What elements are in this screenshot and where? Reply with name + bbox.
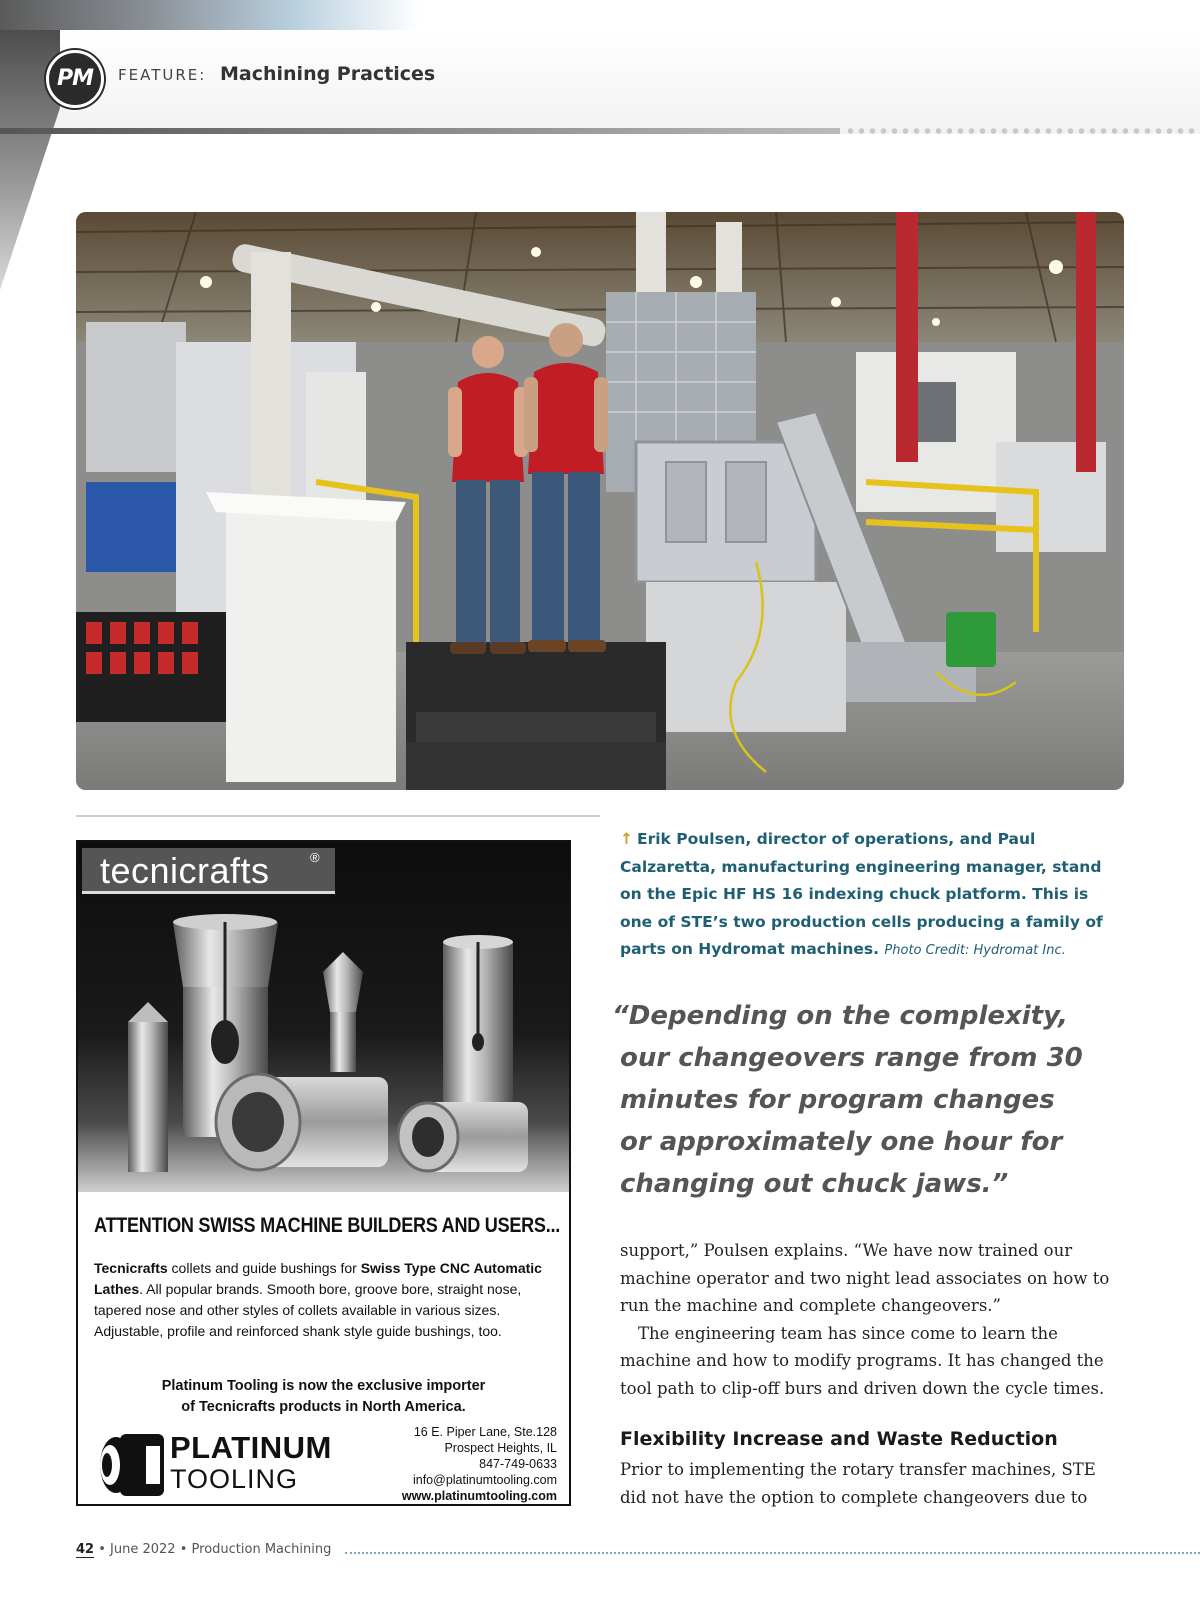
ad-importer-line-2: of Tecnicrafts products in North America. <box>181 1399 466 1415</box>
pull-quote-line: changing out chuck jaws.” <box>620 1169 1009 1199</box>
factory-photo-illustration <box>76 212 1124 790</box>
platinum-tooling-logo-icon <box>90 1432 166 1498</box>
feature-title: Machining Practices <box>220 63 436 85</box>
ad-address-city: Prospect Heights, IL <box>444 1441 557 1455</box>
pm-logo: PM <box>46 50 104 108</box>
pull-quote-line: our changeovers range from 30 <box>620 1043 1083 1073</box>
ad-registered-mark: ® <box>310 850 320 865</box>
tecnicrafts-advertisement[interactable] <box>76 840 571 1506</box>
photo-caption <box>620 826 1125 965</box>
ad-address-block <box>402 1424 557 1504</box>
ad-body-bold-lathes: Swiss Type CNC Automatic Lathes <box>94 1260 542 1297</box>
ad-logo-platinum: PLATINUM <box>170 1430 332 1465</box>
ad-body-text-2: . All popular brands. Smooth bore, groove bore, straight nose, tapered nose and other styles of collets available in various sizes. Adjustable, profile and reinforced shank style guide bushings, too. <box>94 1281 522 1339</box>
arrow-up-icon: ↑ <box>620 830 633 848</box>
feature-label: FEATURE: <box>118 66 207 84</box>
article-paragraph: Prior to implementing the rotary transfer machines, STE did not have the option to complete changeovers due to <box>620 1460 1096 1507</box>
header-rule <box>0 128 840 134</box>
pull-quote-line: “Depending on the complexity, <box>612 1001 1068 1031</box>
ad-address-phone[interactable]: 847-749-0633 <box>479 1457 557 1471</box>
page-footer <box>76 1542 331 1557</box>
ad-body-text <box>94 1258 556 1342</box>
header-gradient-decoration <box>0 0 420 30</box>
ad-importer-line-1: Platinum Tooling is now the exclusive importer <box>161 1378 486 1394</box>
footer-dotted-rule <box>345 1552 1200 1554</box>
photo-credit: Photo Credit: Hydromat Inc. <box>884 943 1066 958</box>
header-dotted-rule <box>845 128 1200 134</box>
ad-address-street: 16 E. Piper Lane, Ste.128 <box>413 1425 557 1439</box>
pull-quote-line: minutes for program changes <box>620 1085 1055 1115</box>
ad-brand-bar <box>82 848 335 894</box>
footer-date: June 2022 <box>110 1542 176 1557</box>
footer-separator: • <box>98 1542 106 1557</box>
ad-body-text-1: collets and guide bushings for <box>167 1260 361 1276</box>
article-paragraph: The engineering team has since come to learn the machine and how to modify programs. It has changed the tool path to clip-off burs and driven down the cycle times. <box>620 1323 1105 1398</box>
factory-photo <box>76 212 1124 790</box>
pull-quote <box>612 995 1132 1205</box>
ad-top-rule <box>76 815 600 817</box>
pull-quote-line: or approximately one hour for <box>620 1127 1063 1157</box>
ad-address-email[interactable]: info@platinumtooling.com <box>412 1473 557 1487</box>
page-number: 42 <box>76 1542 95 1557</box>
ad-address-website[interactable]: www.platinumtooling.com <box>401 1489 557 1503</box>
article-paragraph: support,” Poulsen explains. “We have now trained our machine operator and two night lead associates on how to run the machine and complete changeovers.” <box>620 1241 1110 1315</box>
footer-separator: • <box>179 1542 188 1557</box>
article-subhead: Flexibility Increase and Waste Reduction <box>620 1428 1058 1450</box>
ad-headline: ATTENTION SWISS MACHINE BUILDERS AND USERS... <box>94 1214 560 1237</box>
ad-brand-name: tecnicrafts <box>100 850 270 891</box>
ad-logo-tooling: TOOLING <box>170 1464 299 1494</box>
collets-product-image <box>98 902 558 1182</box>
article-body-top <box>620 1237 1120 1402</box>
ad-importer-notice <box>78 1376 569 1418</box>
ad-body-bold-brand: Tecnicrafts <box>94 1260 168 1276</box>
footer-publication: Production Machining <box>191 1542 332 1557</box>
caption-text: Erik Poulsen, director of operations, and Paul Calzaretta, manufacturing engineering manager, stand on the Epic HF HS 16 indexing chuck platform. This is one of STE’s two production cells producing a family of parts on Hydromat machines. <box>620 830 1103 958</box>
